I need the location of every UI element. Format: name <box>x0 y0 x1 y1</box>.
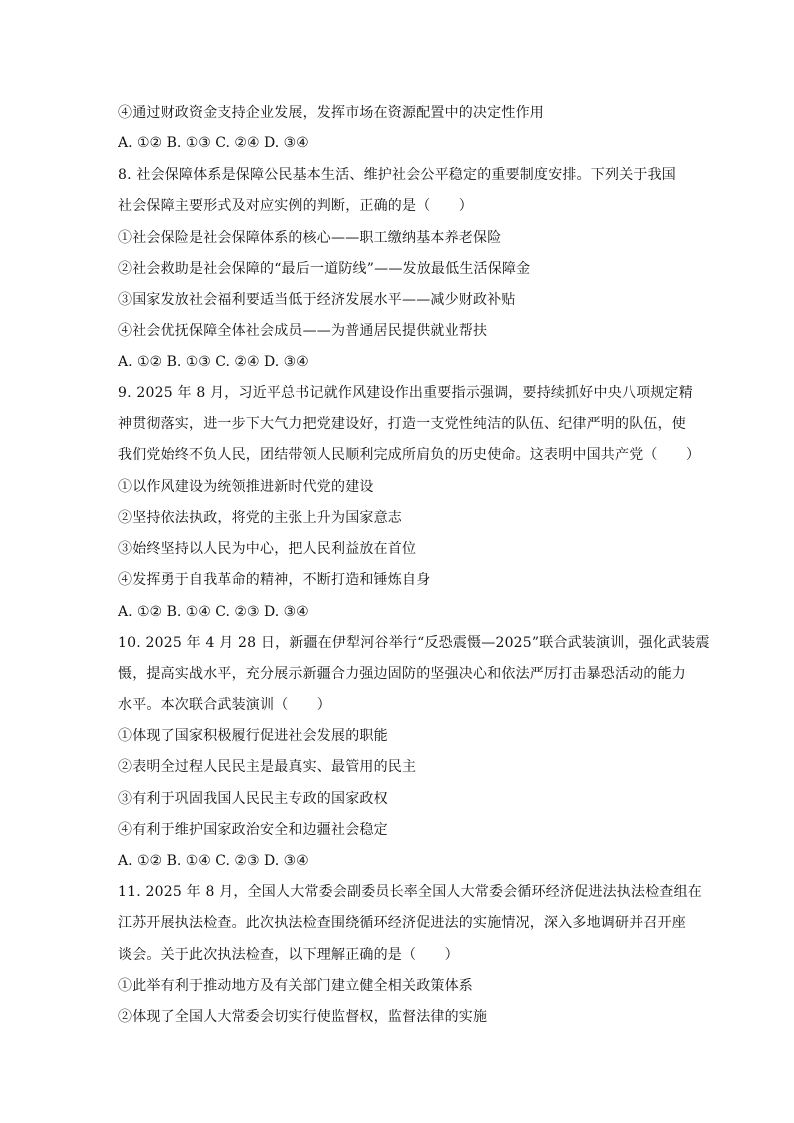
question-8-statement-2: ②社会救助是社会保障的“最后一道防线”——发放最低生活保障金 <box>118 261 531 277</box>
question-8-choices: A. ①② B. ①③ C. ②④ D. ③④ <box>118 354 309 370</box>
question-8-statement-3: ③国家发放社会福利要适当低于经济发展水平——减少财政补贴 <box>118 292 516 308</box>
question-11-stem: 11. 2025 年 8 月，全国人大常委会副委员长率全国人大常委会循环经济促进法执法检查组在 <box>118 884 702 900</box>
question-10-statement-3: ③有利于巩固我国人民民主专政的国家政权 <box>118 791 388 807</box>
question-9-stem: 9. 2025 年 8 月，习近平总书记就作风建设作出重要指示强调，要持续抓好中央八项规定精 <box>118 385 693 401</box>
question-11-statement-2: ②体现了全国人大常委会切实行使监督权，监督法律的实施 <box>118 1009 488 1025</box>
question-10-stem: 10. 2025 年 4 月 28 日，新疆在伊犁河谷举行“反恐震慑—2025”联合武装演训，强化武装震 <box>118 635 710 651</box>
question-11-stem-cont: 江苏开展执法检查。此次执法检查围绕循环经济促进法的实施情况，深入多地调研并召开座 <box>118 915 686 931</box>
question-10-statement-4: ④有利于维护国家政治安全和边疆社会稳定 <box>118 822 388 838</box>
answer-choices: A. ①② B. ①③ C. ②④ D. ③④ <box>118 135 309 151</box>
question-10-stem-cont-2: 水平。本次联合武装演训（ ） <box>118 697 331 713</box>
question-9-stem-cont: 神贯彻落实，进一步下大气力把党建设好，打造一支党性纯洁的队伍、纪律严明的队伍，使 <box>118 416 686 432</box>
question-10-statement-1: ①体现了国家积极履行促进社会发展的职能 <box>118 728 388 744</box>
option-statement-4: ④通过财政资金支持企业发展，发挥市场在资源配置中的决定性作用 <box>118 105 544 121</box>
question-10-choices: A. ①② B. ①④ C. ②③ D. ③④ <box>118 853 309 869</box>
question-8-stem-cont: 社会保障主要形式及对应实例的判断，正确的是（ ） <box>118 198 473 214</box>
question-9-statement-2: ②坚持依法执政，将党的主张上升为国家意志 <box>118 510 402 526</box>
question-9-stem-cont-2: 我们党始终不负人民，团结带领人民顺利完成所肩负的历史使命。这表明中国共产党（ ） <box>118 447 701 463</box>
question-8-statement-4: ④社会优抚保障全体社会成员——为普通居民提供就业帮扶 <box>118 323 488 339</box>
question-9-statement-1: ①以作风建设为统领推进新时代党的建设 <box>118 479 374 495</box>
question-9-statement-3: ③始终坚持以人民为中心，把人民利益放在首位 <box>118 541 417 557</box>
question-11-statement-1: ①此举有利于推动地方及有关部门建立健全相关政策体系 <box>118 978 473 994</box>
question-9-statement-4: ④发挥勇于自我革命的精神，不断打造和锤炼自身 <box>118 572 431 588</box>
question-8-statement-1: ①社会保险是社会保障体系的核心——职工缴纳基本养老保险 <box>118 230 502 246</box>
question-8-stem: 8. 社会保障体系是保障公民基本生活、维护社会公平稳定的重要制度安排。下列关于我国 <box>118 167 677 183</box>
question-9-choices: A. ①② B. ①④ C. ②③ D. ③④ <box>118 604 309 620</box>
question-10-statement-2: ②表明全过程人民民主是最真实、最管用的民主 <box>118 759 417 775</box>
question-11-stem-cont-2: 谈会。关于此次执法检查，以下理解正确的是（ ） <box>118 947 459 963</box>
question-10-stem-cont: 慑，提高实战水平，充分展示新疆合力强边固防的坚强决心和依法严厉打击暴恐活动的能力 <box>118 666 686 682</box>
